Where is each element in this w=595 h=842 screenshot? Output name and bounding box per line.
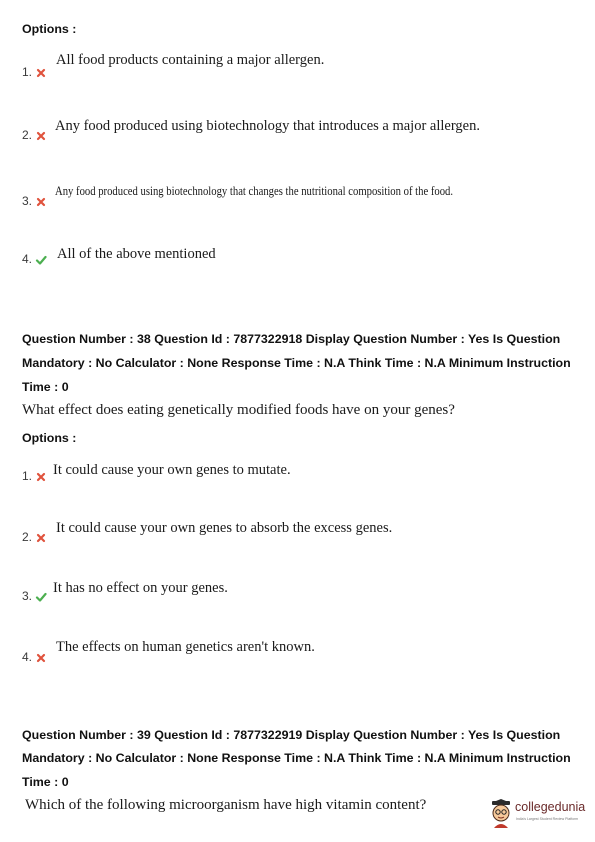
option-4 [22, 252, 47, 266]
check-icon [35, 591, 47, 603]
option-text: All of the above mentioned [57, 246, 216, 262]
option-number: 1. [22, 469, 33, 483]
option-text: The effects on human genetics aren't known. [56, 639, 315, 655]
option-number: 4. [22, 650, 33, 664]
cross-icon [35, 652, 47, 664]
cross-icon [35, 67, 47, 79]
option-2 [22, 530, 47, 544]
option-text: Any food produced using biotechnology that introduces a major allergen. [55, 118, 480, 134]
option-number: 4. [22, 252, 33, 266]
cross-icon [35, 130, 47, 142]
option-text: It could cause your own genes to absorb the excess genes. [56, 520, 393, 536]
logo-text: collegedunia [515, 800, 586, 814]
cross-icon [35, 532, 47, 544]
collegedunia-mascot-icon [489, 799, 513, 829]
option-number: 2. [22, 530, 33, 544]
cross-icon [35, 471, 47, 483]
option-1 [22, 469, 47, 483]
option-text: Any food produced using biotechnology that changes the nutritional composition of the food. [55, 184, 454, 198]
question-header-line: Time : 0 [22, 380, 69, 394]
logo-tagline: India's Largest Student Review Platform [516, 817, 579, 821]
option-2 [22, 128, 47, 142]
option-number: 1. [22, 65, 33, 79]
cross-icon [35, 196, 47, 208]
option-4 [22, 650, 47, 664]
check-icon [35, 254, 47, 266]
option-text: It could cause your own genes to mutate. [53, 462, 291, 478]
option-1 [22, 65, 47, 79]
option-number: 3. [22, 589, 33, 603]
option-number: 3. [22, 194, 33, 208]
option-3 [22, 589, 47, 603]
question-header-line: Question Number : 38 Question Id : 7877322918 Display Question Number : Yes Is Question [22, 332, 561, 346]
option-text: All food products containing a major allergen. [56, 52, 325, 68]
options-label: Options : [22, 431, 77, 445]
question-header-line: Time : 0 [22, 775, 69, 789]
option-number: 2. [22, 128, 33, 142]
question-header-line: Question Number : 39 Question Id : 7877322919 Display Question Number : Yes Is Question [22, 728, 561, 742]
question-header-line: Mandatory : No Calculator : None Response Time : N.A Think Time : N.A Minimum Instruction [22, 751, 571, 765]
question-header-line: Mandatory : No Calculator : None Response Time : N.A Think Time : N.A Minimum Instruction [22, 356, 571, 370]
option-text: It has no effect on your genes. [53, 580, 228, 596]
question-text: Which of the following microorganism have high vitamin content? [25, 797, 427, 813]
question-text: What effect does eating genetically modified foods have on your genes? [22, 402, 455, 418]
collegedunia-logo [489, 798, 589, 832]
options-label: Options : [22, 22, 77, 36]
option-3 [22, 194, 47, 208]
